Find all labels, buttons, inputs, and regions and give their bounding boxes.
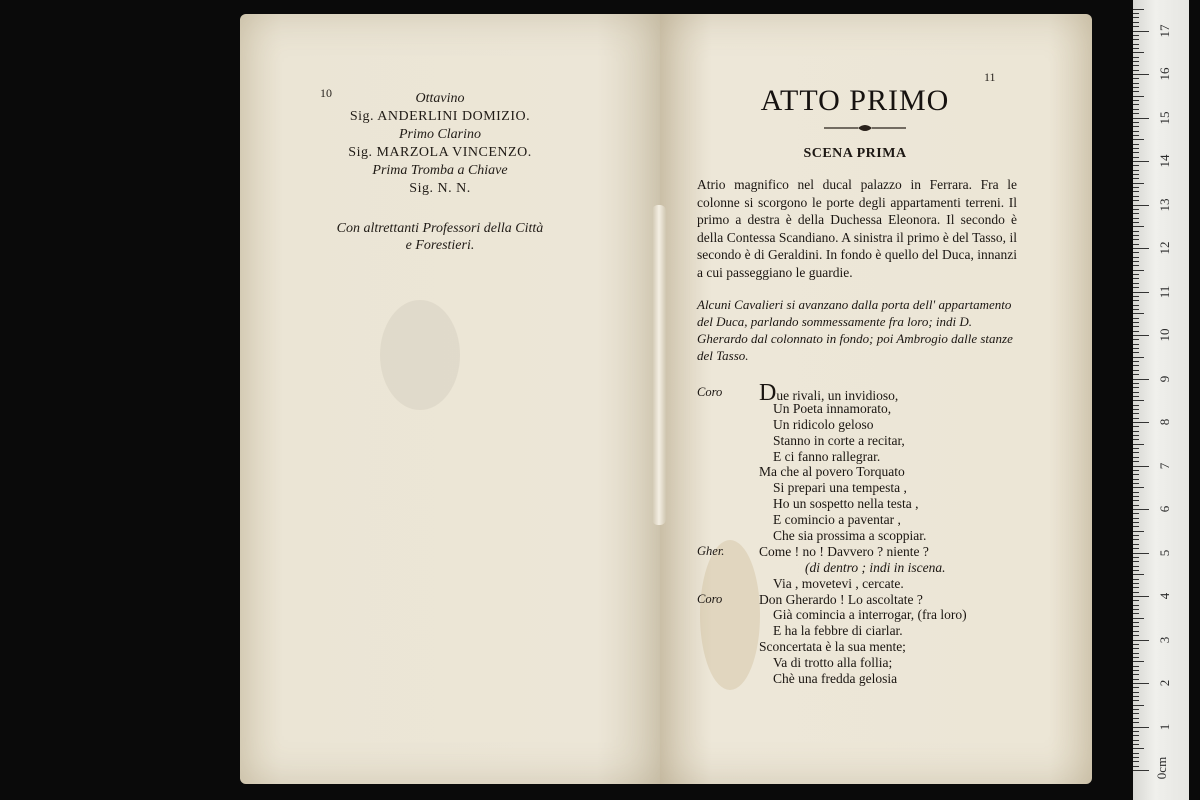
note-line: Con altrettanti Professori della Città	[336, 221, 544, 236]
ruler-tick	[1133, 461, 1139, 462]
left-page-text	[300, 90, 580, 254]
ruler-tick	[1133, 396, 1139, 397]
ruler-tick	[1133, 670, 1139, 671]
verse-text: Stanno in corte a recitar,	[773, 432, 905, 448]
bleed-through-stain	[380, 300, 460, 410]
right-page-number: 11	[984, 70, 996, 84]
ruler-tick	[1133, 748, 1144, 749]
ruler-tick	[1133, 57, 1139, 58]
ruler-tick	[1133, 17, 1139, 18]
ruler-tick	[1133, 357, 1144, 358]
ruler-tick	[1133, 513, 1139, 514]
ruler-tick	[1133, 544, 1139, 545]
ruler-tick	[1133, 500, 1139, 501]
verse-text: Come ! no ! Davvero ? niente ?	[759, 543, 929, 559]
verse-line	[697, 417, 1017, 433]
ruler-tick	[1133, 231, 1139, 232]
ruler-tick	[1133, 339, 1139, 340]
ruler-tick	[1133, 435, 1139, 436]
ruler-tick	[1133, 9, 1144, 10]
ruler-tick	[1133, 144, 1139, 145]
ruler-tick	[1133, 261, 1139, 262]
ruler-tick	[1133, 526, 1139, 527]
ruler-tick	[1133, 174, 1139, 175]
ruler-number: 17	[1157, 24, 1172, 37]
verse-line	[697, 671, 1017, 687]
ruler-number: 8	[1157, 418, 1172, 426]
performer-name: Sig. MARZOLA VINCENZO.	[348, 145, 532, 160]
ruler-tick	[1133, 222, 1139, 223]
ruler-tick	[1133, 487, 1144, 488]
ruler-tick	[1133, 257, 1139, 258]
ruler-tick	[1133, 61, 1139, 62]
ruler-tick	[1133, 618, 1144, 619]
ruler-tick	[1133, 666, 1139, 667]
ruler-tick	[1133, 100, 1139, 101]
ruler-tick	[1133, 696, 1139, 697]
ruler-tick	[1133, 466, 1149, 467]
ruler-tick	[1133, 252, 1139, 253]
ornament-divider	[822, 122, 908, 134]
ruler-tick	[1133, 657, 1139, 658]
ruler-number: 14	[1157, 154, 1172, 168]
verse-line	[697, 655, 1017, 671]
ruler-tick	[1133, 574, 1144, 575]
ruler-tick	[1133, 39, 1139, 40]
ruler-tick	[1133, 557, 1139, 558]
instrument-label: Ottavino	[415, 91, 465, 106]
ruler-tick	[1133, 605, 1139, 606]
ruler-number: 9	[1157, 375, 1172, 382]
verse-text: Un Poeta innamorato,	[773, 400, 892, 416]
ruler-tick	[1133, 644, 1139, 645]
ruler-tick	[1133, 609, 1139, 610]
ruler-tick	[1133, 218, 1139, 219]
ruler-tick	[1133, 727, 1149, 728]
ruler-tick	[1133, 692, 1139, 693]
speaker-label: Coro	[697, 591, 723, 606]
ruler-tick	[1133, 413, 1139, 414]
verse-text: E ha la febbre di ciarlar.	[773, 623, 903, 639]
verse-block	[697, 380, 1017, 687]
ruler-tick	[1133, 766, 1139, 767]
ruler-tick	[1133, 653, 1139, 654]
ruler-tick	[1133, 661, 1144, 662]
verse-text: Ho un sospetto nella testa ,	[773, 496, 919, 512]
verse-text: (di dentro ; indi in iscena.	[805, 559, 946, 575]
ruler-tick	[1133, 709, 1139, 710]
ruler-tick	[1133, 583, 1139, 584]
ruler-tick	[1133, 209, 1139, 210]
ruler-tick	[1133, 22, 1139, 23]
ruler-tick	[1133, 626, 1139, 627]
ruler-tick	[1133, 244, 1139, 245]
verse-line	[697, 401, 1017, 417]
verse-line	[697, 449, 1017, 465]
ruler-tick	[1133, 344, 1139, 345]
ruler-tick	[1133, 91, 1139, 92]
ruler-tick	[1133, 283, 1139, 284]
ruler-tick	[1133, 170, 1139, 171]
ruler-tick	[1133, 13, 1139, 14]
orchestra-note	[300, 220, 580, 254]
ruler-tick	[1133, 470, 1139, 471]
verse-text: Via , movetevi , cercate.	[773, 575, 904, 591]
ruler-tick	[1133, 191, 1139, 192]
ruler-tick	[1133, 83, 1139, 84]
ruler-tick	[1133, 183, 1144, 184]
ruler-tick	[1133, 113, 1139, 114]
verse-text: Sconcertata è la sua mente;	[759, 639, 906, 655]
verse-text: Ma che al povero Torquato	[759, 464, 905, 480]
ruler-tick	[1133, 78, 1139, 79]
scene-description: Atrio magnifico nel ducal palazzo in Ferrara. Fra le colonne si scorgono le porte degli appartamenti terreni. Il primo a destra è della Duchessa Eleonora. Il secondo è della Contessa Scandiano. A sinistra il primo è del Tasso, il secondo è di Geraldini. In fondo è quello del Duca, innanzi a cui passeggiano le guardie.	[697, 177, 1017, 280]
act-title: ATTO PRIMO	[760, 84, 950, 117]
verse-text: Si prepari una tempesta ,	[773, 480, 907, 496]
ruler-tick	[1133, 679, 1139, 680]
ruler-tick	[1133, 596, 1149, 597]
ruler-tick	[1133, 374, 1139, 375]
ruler-tick	[1133, 722, 1139, 723]
ruler-number: 2	[1157, 679, 1172, 687]
ruler-tick	[1133, 492, 1139, 493]
ruler-tick	[1133, 348, 1139, 349]
ruler-number: 11	[1157, 285, 1172, 298]
verse-text: Due rivali, un invidioso,	[759, 380, 899, 406]
ruler-tick	[1133, 383, 1139, 384]
ruler-tick	[1133, 318, 1139, 319]
verse-text: E comincio a paventar ,	[773, 512, 901, 528]
ruler-tick	[1133, 731, 1139, 732]
ruler-tick	[1133, 196, 1139, 197]
ruler-tick	[1133, 335, 1149, 336]
ruler-tick	[1133, 326, 1139, 327]
verse-text: Che sia prossima a scoppiar.	[773, 528, 927, 544]
ruler-tick	[1133, 705, 1144, 706]
ruler-tick	[1133, 452, 1139, 453]
verse-line	[697, 528, 1017, 544]
ruler-tick	[1133, 553, 1149, 554]
ruler-tick	[1133, 579, 1139, 580]
ruler-tick	[1133, 122, 1139, 123]
performer-name: Sig. ANDERLINI DOMIZIO.	[349, 109, 531, 124]
ruler-tick	[1133, 305, 1139, 306]
ruler-number: 7	[1157, 462, 1172, 469]
ruler-tick	[1133, 674, 1139, 675]
ruler-tick	[1133, 448, 1139, 449]
ruler-tick	[1133, 313, 1144, 314]
speaker-label: Coro	[697, 385, 723, 399]
ruler-tick	[1133, 278, 1139, 279]
ruler-tick	[1133, 600, 1139, 601]
ruler-tick	[1133, 770, 1149, 771]
ruler-tick	[1133, 400, 1144, 401]
ruler-tick	[1133, 635, 1139, 636]
ruler-tick	[1133, 213, 1139, 214]
ruler-tick	[1133, 109, 1139, 110]
personnel-list	[300, 90, 580, 198]
ruler-tick	[1133, 135, 1139, 136]
measurement-ruler	[1133, 0, 1189, 800]
ruler-unit-label: 0cm	[1154, 756, 1169, 780]
ruler-tick	[1133, 309, 1139, 310]
ruler-tick	[1133, 35, 1139, 36]
ruler-tick	[1133, 713, 1139, 714]
ruler-tick	[1133, 139, 1144, 140]
ruler-tick	[1133, 200, 1139, 201]
ruler-tick	[1133, 735, 1139, 736]
verse-text: Già comincia a interrogar, (fra loro)	[773, 607, 967, 623]
ruler-tick	[1133, 157, 1139, 158]
instrument-label: Primo Clarino	[398, 127, 482, 142]
ruler-tick	[1133, 509, 1149, 510]
scene-heading: SCENA PRIMA	[803, 146, 907, 161]
verse-line	[697, 380, 1017, 406]
ruler-tick	[1133, 118, 1149, 119]
ruler-tick	[1133, 570, 1139, 571]
ruler-number: 1	[1157, 723, 1172, 730]
verse-text: Va di trotto alla follia;	[773, 655, 893, 671]
stage-direction: Alcuni Cavalieri si avanzano dalla porta dell' appartamento del Duca, parlando sommessamente fra loro; indi D. Gherardo dal colonnato in fondo; poi Ambrogio dalle stanze del Tasso.	[697, 297, 1013, 363]
ruler-tick	[1133, 474, 1139, 475]
ruler-tick	[1133, 687, 1139, 688]
ruler-number: 5	[1157, 549, 1172, 556]
ruler-tick	[1133, 496, 1139, 497]
verse-line	[697, 544, 1017, 560]
ruler-tick	[1133, 539, 1139, 540]
ruler-tick	[1133, 418, 1139, 419]
ruler-tick	[1133, 426, 1139, 427]
ruler-tick	[1133, 535, 1139, 536]
ruler-tick	[1133, 757, 1139, 758]
ruler-number: 16	[1157, 67, 1172, 81]
ruler-tick	[1133, 165, 1139, 166]
ruler-tick	[1133, 296, 1139, 297]
ruler-tick	[1133, 744, 1139, 745]
ruler-tick	[1133, 531, 1144, 532]
ruler-tick	[1133, 592, 1139, 593]
ruler-number: 10	[1157, 328, 1172, 342]
ruler-tick	[1133, 700, 1139, 701]
verse-line	[697, 496, 1017, 512]
ruler-tick	[1133, 405, 1139, 406]
ruler-tick	[1133, 292, 1149, 293]
verse-line	[697, 433, 1017, 449]
ruler-tick	[1133, 26, 1139, 27]
ruler-tick	[1133, 239, 1139, 240]
ruler-tick	[1133, 587, 1139, 588]
ruler-tick	[1133, 740, 1139, 741]
ruler-tick	[1133, 352, 1139, 353]
ruler-tick	[1133, 422, 1149, 423]
instrument-label: Prima Tromba a Chiave	[372, 163, 508, 178]
verse-text: Don Gherardo ! Lo ascoltate ?	[759, 591, 923, 607]
ruler-tick	[1133, 87, 1139, 88]
ruler-tick	[1133, 44, 1139, 45]
ruler-tick	[1133, 753, 1139, 754]
ruler-tick	[1133, 52, 1144, 53]
speaker-label: Gher.	[697, 543, 725, 558]
performer-name: Sig. N. N.	[409, 181, 471, 196]
book-gutter	[652, 205, 666, 525]
ruler-tick	[1133, 226, 1144, 227]
ruler-tick	[1133, 270, 1144, 271]
ruler-tick	[1133, 566, 1139, 567]
ruler-tick	[1133, 65, 1139, 66]
ruler-tick	[1133, 235, 1139, 236]
ruler-number: 13	[1157, 198, 1172, 211]
verse-text: Un ridicolo geloso	[773, 416, 874, 432]
ruler-number: 6	[1157, 505, 1172, 513]
ruler-tick	[1133, 331, 1139, 332]
ruler-tick	[1133, 640, 1149, 641]
ruler-tick	[1133, 518, 1139, 519]
ruler-tick	[1133, 248, 1149, 249]
verse-line	[697, 464, 1017, 480]
ruler-tick	[1133, 718, 1139, 719]
ruler-tick	[1133, 265, 1139, 266]
ruler-tick	[1133, 361, 1139, 362]
ruler-tick	[1133, 548, 1139, 549]
ruler-tick	[1133, 561, 1139, 562]
ruler-tick	[1133, 287, 1139, 288]
verse-line	[697, 512, 1017, 528]
ruler-tick	[1133, 631, 1139, 632]
ruler-tick	[1133, 70, 1139, 71]
ruler-tick	[1133, 74, 1149, 75]
verse-text: E ci fanno rallegrar.	[773, 448, 881, 464]
ruler-tick	[1133, 370, 1139, 371]
ruler-number: 12	[1157, 241, 1172, 255]
ruler-number: 3	[1157, 636, 1172, 643]
ruler-tick	[1133, 274, 1139, 275]
ruler-tick	[1133, 522, 1139, 523]
ruler-tick	[1133, 409, 1139, 410]
ruler-tick	[1133, 31, 1149, 32]
ruler-tick	[1133, 483, 1139, 484]
ruler-tick	[1133, 126, 1139, 127]
ruler-tick	[1133, 178, 1139, 179]
ruler-tick	[1133, 187, 1139, 188]
ruler-tick	[1133, 104, 1139, 105]
ruler-tick	[1133, 439, 1139, 440]
verse-line	[697, 480, 1017, 496]
ruler-tick	[1133, 761, 1139, 762]
ruler-tick	[1133, 48, 1139, 49]
ruler-tick	[1133, 205, 1149, 206]
ruler-tick	[1133, 161, 1149, 162]
ruler-tick	[1133, 613, 1139, 614]
ruler-tick	[1133, 322, 1139, 323]
verse-line	[697, 576, 1017, 592]
verse-line	[697, 623, 1017, 639]
ruler-tick	[1133, 365, 1139, 366]
verse-text: Chè una fredda gelosia	[773, 671, 898, 687]
ruler-tick	[1133, 505, 1139, 506]
left-page-number: 10	[320, 86, 332, 100]
ruler-tick	[1133, 131, 1139, 132]
ruler-number: 15	[1157, 111, 1172, 124]
ruler-tick	[1133, 457, 1139, 458]
verse-line	[697, 607, 1017, 623]
ruler-tick	[1133, 648, 1139, 649]
ruler-number: 4	[1157, 592, 1172, 600]
ruler-tick	[1133, 444, 1144, 445]
ruler-tick	[1133, 300, 1139, 301]
ruler-tick	[1133, 379, 1149, 380]
ruler-tick	[1133, 392, 1139, 393]
ruler-tick	[1133, 96, 1144, 97]
verse-line	[697, 592, 1017, 608]
ruler-tick	[1133, 683, 1149, 684]
ruler-tick	[1133, 479, 1139, 480]
ruler-tick	[1133, 431, 1139, 432]
ruler-tick	[1133, 148, 1139, 149]
ruler-tick	[1133, 622, 1139, 623]
ruler-tick	[1133, 387, 1139, 388]
verse-line	[697, 560, 1017, 576]
verse-line	[697, 639, 1017, 655]
note-line: e Forestieri.	[405, 238, 475, 253]
ruler-tick	[1133, 152, 1139, 153]
